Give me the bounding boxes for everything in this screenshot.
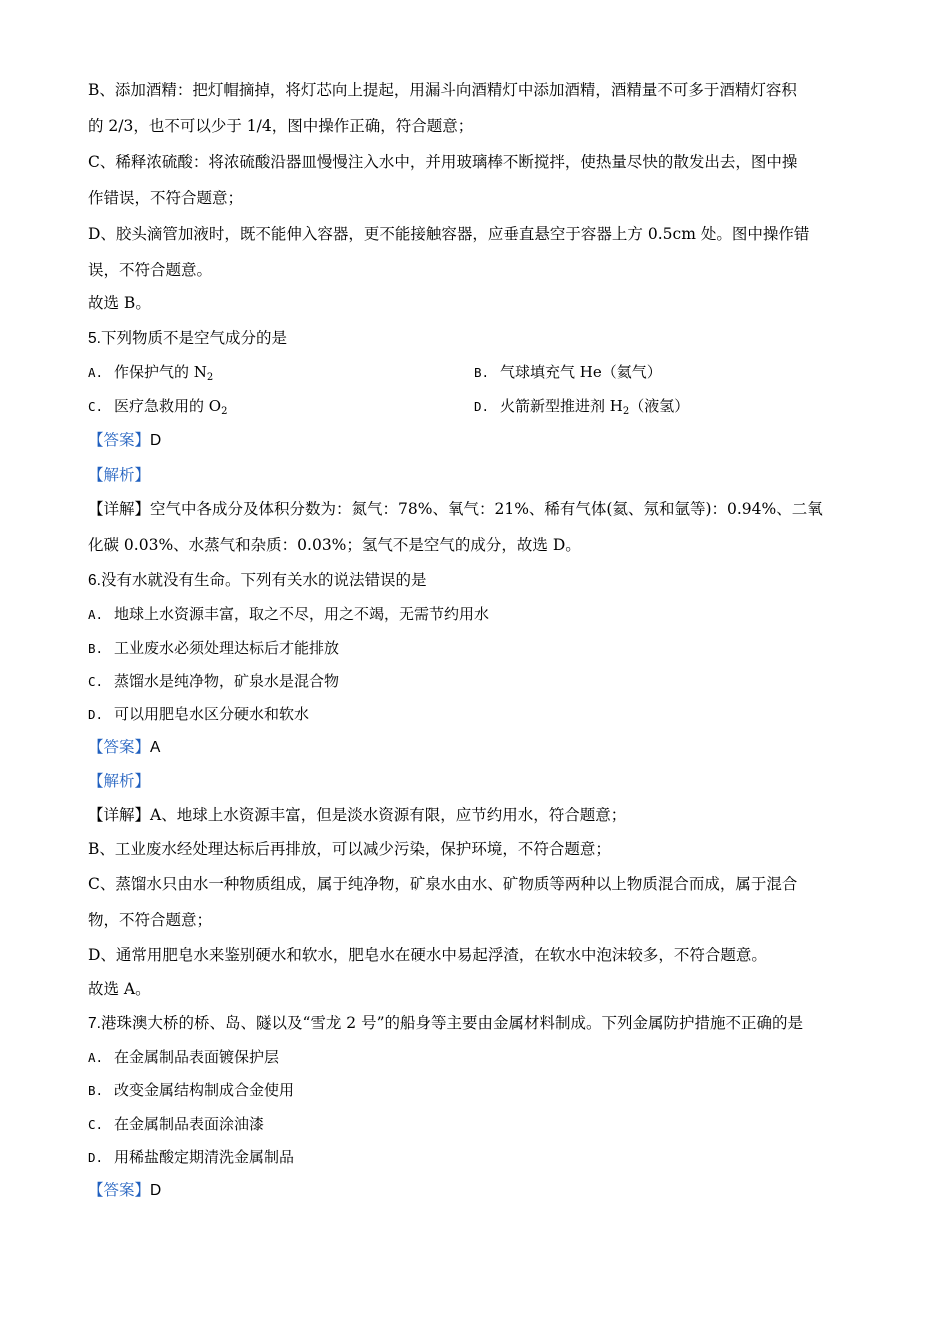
- question-number: 5.: [88, 330, 101, 347]
- q6-detail-a: [88, 805, 626, 825]
- question-number: 6.: [88, 572, 101, 589]
- option-text: 火箭新型推进剂 H: [500, 397, 623, 415]
- option-letter: D.: [88, 1150, 104, 1165]
- q6-option-a: [88, 604, 489, 625]
- q7-option-a: [88, 1047, 279, 1068]
- q5-option-a: [88, 362, 213, 383]
- option-letter: B.: [88, 1083, 104, 1098]
- explanation-c-line1: C、稀释浓硫酸：将浓硫酸沿器皿慢慢注入水中，并用玻璃棒不断搅拌，使热量尽快的散发出去，图中操: [88, 153, 798, 171]
- question-7-stem: [88, 1013, 803, 1034]
- answer-tag: 【答案】: [88, 431, 151, 449]
- q6-answer: [88, 737, 160, 758]
- answer-tag: 【答案】: [88, 738, 151, 756]
- q6-option-d: [88, 704, 309, 725]
- q6-detail-b: B、工业废水经处理达标后再排放，可以减少污染，保护环境，不符合题意；: [88, 840, 611, 858]
- option-text: 工业废水必须处理达标后才能排放: [114, 639, 340, 657]
- q6-option-b: [88, 638, 339, 659]
- q6-detail-d: D、通常用肥皂水来鉴别硬水和软水，肥皂水在硬水中易起浮渣，在软水中泡沫较多，不符合题意。: [88, 946, 767, 964]
- explanation-b-line1: B、添加酒精：把灯帽摘掉，将灯芯向上提起，用漏斗向酒精灯中添加酒精，酒精量不可多于酒精灯容积: [88, 81, 797, 99]
- option-text: 用稀盐酸定期清洗金属制品: [114, 1148, 295, 1166]
- q6-analysis: [88, 771, 150, 791]
- analysis-tag: 【解析】: [88, 772, 151, 790]
- subscript: 2: [622, 406, 630, 417]
- explanation-b-line2: 的 2/3，也不可以少于 1/4，图中操作正确，符合题意；: [88, 117, 474, 135]
- option-letter: C.: [88, 1117, 104, 1132]
- question-5-stem: [88, 328, 287, 349]
- analysis-tag: 【解析】: [88, 466, 151, 484]
- q6-option-c: [88, 671, 339, 692]
- option-tail: （液氢）: [629, 397, 690, 415]
- q5-detail-line1: [88, 499, 823, 519]
- q7-option-c: [88, 1114, 264, 1135]
- q7-answer: [88, 1180, 161, 1201]
- answer-tag: 【答案】: [88, 1181, 151, 1199]
- detail-tag: 【详解】: [88, 806, 151, 824]
- option-letter: D.: [88, 707, 104, 722]
- question-6-stem: [88, 570, 426, 591]
- option-text: 作保护气的 N: [114, 363, 207, 381]
- option-text: 在金属制品表面镀保护层: [114, 1048, 280, 1066]
- option-letter: B.: [88, 641, 104, 656]
- q5-option-c: [88, 396, 227, 417]
- option-text: 改变金属结构制成合金使用: [114, 1081, 295, 1099]
- option-letter: A.: [88, 1050, 104, 1065]
- q5-option-b: [474, 362, 662, 383]
- explanation-c-line2: 作错误，不符合题意；: [88, 189, 244, 207]
- question-text: 下列物质不是空气成分的是: [100, 329, 287, 347]
- question-text: 没有水就没有生命。下列有关水的说法错误的是: [100, 571, 427, 589]
- q7-option-d: [88, 1147, 294, 1168]
- detail-tag: 【详解】: [88, 500, 151, 518]
- question-number: 7.: [88, 1015, 101, 1032]
- option-text: 蒸馏水是纯净物，矿泉水是混合物: [114, 672, 340, 690]
- q5-detail-line2: 化碳 0.03%、水蒸气和杂质：0.03%；氢气不是空气的成分，故选 D。: [88, 536, 581, 554]
- q6-detail-c-line1: C、蒸馏水只由水一种物质组成，属于纯净物，矿泉水由水、矿物质等两种以上物质混合而成，属于混合: [88, 875, 798, 893]
- question-text: 港珠澳大桥的桥、岛、隧以及“雪龙 2 号”的船身等主要由金属材料制成。下列金属防护措施不正确的是: [100, 1014, 804, 1032]
- option-letter: D.: [474, 399, 490, 414]
- q6-conclusion: 故选 A。: [88, 980, 151, 998]
- explanation-d-line2: 误，不符合题意。: [88, 261, 213, 279]
- q6-detail-c-line2: 物，不符合题意；: [88, 911, 213, 929]
- q5-answer: [88, 430, 161, 451]
- option-letter: C.: [88, 399, 104, 414]
- option-text: 在金属制品表面涂油漆: [114, 1115, 265, 1133]
- option-text: 医疗急救用的 O: [114, 397, 222, 415]
- detail-text: 空气中各成分及体积分数为：氮气：78%、氧气：21%、稀有气体(氦、氖和氩等)：0.94%、二氧: [150, 500, 823, 518]
- explanation-d-line1: D、胶头滴管加液时，既不能伸入容器，更不能接触容器，应垂直悬空于容器上方 0.5cm 处。图中操作错: [88, 225, 810, 243]
- option-text: 可以用肥皂水区分硬水和软水: [114, 705, 310, 723]
- option-letter: A.: [88, 607, 104, 622]
- answer-value: D: [150, 1182, 162, 1199]
- option-letter: A.: [88, 365, 104, 380]
- option-letter: C.: [88, 674, 104, 689]
- q7-option-b: [88, 1080, 294, 1101]
- option-text: 地球上水资源丰富，取之不尽，用之不竭，无需节约用水: [114, 605, 490, 623]
- option-letter: B.: [474, 365, 490, 380]
- detail-text: A、地球上水资源丰富，但是淡水资源有限，应节约用水，符合题意；: [150, 806, 627, 824]
- subscript: 2: [206, 372, 214, 383]
- answer-value: A: [150, 739, 161, 756]
- subscript: 2: [221, 406, 228, 417]
- q5-option-d: [474, 396, 689, 417]
- q5-analysis: [88, 465, 150, 485]
- explanation-conclusion: 故选 B。: [88, 294, 151, 312]
- answer-value: D: [150, 432, 162, 449]
- option-text: 气球填充气 He（氦气）: [500, 363, 662, 381]
